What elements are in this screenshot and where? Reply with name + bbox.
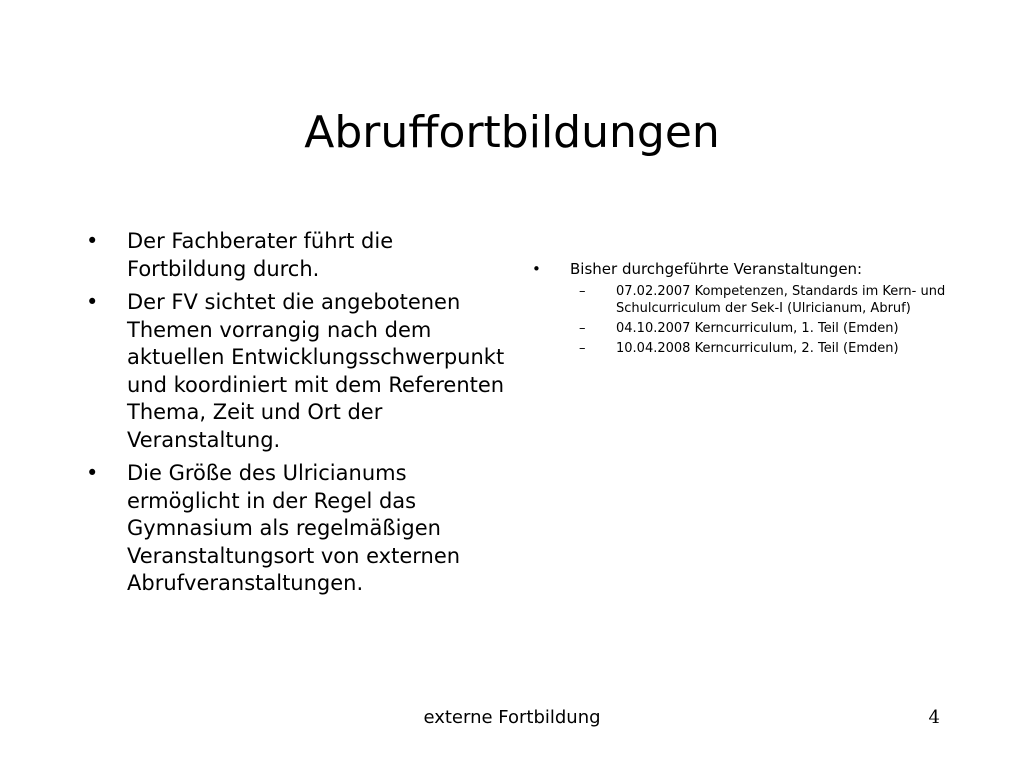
left-bullet-list	[86, 228, 506, 598]
left-bullet-item	[86, 289, 506, 454]
event-text: 10.04.2008 Kerncurriculum, 2. Teil (Emden)	[616, 341, 899, 356]
left-bullet-item	[86, 460, 506, 598]
page-number: 4	[928, 707, 940, 728]
event-list	[531, 283, 951, 357]
dash-icon: –	[579, 284, 586, 299]
bullet-icon: •	[532, 260, 541, 278]
event-list-item	[531, 340, 951, 357]
right-bullet-text: Bisher durchgeführte Veranstaltungen:	[570, 260, 863, 278]
dash-icon: –	[579, 341, 586, 356]
left-bullet-text: Der Fachberater führt die Fortbildung durch.	[127, 229, 394, 281]
slide-title: Abruffortbildungen	[304, 107, 720, 158]
left-bullet-text: Die Größe des Ulricianums ermöglicht in der Regel das Gymnasium als regelmäßigen Veranstaltungsort von externen Abrufveranstaltungen.	[127, 461, 461, 595]
bullet-icon: •	[86, 461, 99, 485]
event-text: 07.02.2007 Kompetenzen, Standards im Kern- und Schulcurriculum der Sek-I (Ulricianum, Abruf)	[616, 284, 946, 316]
left-bullet-item	[86, 228, 506, 283]
right-bullet-item	[531, 259, 951, 357]
dash-icon: –	[579, 321, 586, 336]
left-bullet-text: Der FV sichtet die angebotenen Themen vorrangig nach dem aktuellen Entwicklungsschwerpunkt und koordiniert mit dem Referenten Thema, Zeit und Ort der Veranstaltung.	[127, 290, 505, 452]
bullet-icon: •	[86, 290, 99, 314]
right-bullet-list	[531, 259, 951, 357]
event-list-item	[531, 283, 951, 317]
event-text: 04.10.2007 Kerncurriculum, 1. Teil (Emden)	[616, 321, 899, 336]
slide-footer: externe Fortbildung	[423, 707, 601, 728]
event-list-item	[531, 320, 951, 337]
bullet-icon: •	[86, 229, 99, 253]
left-column	[86, 228, 506, 604]
right-column	[531, 259, 951, 360]
